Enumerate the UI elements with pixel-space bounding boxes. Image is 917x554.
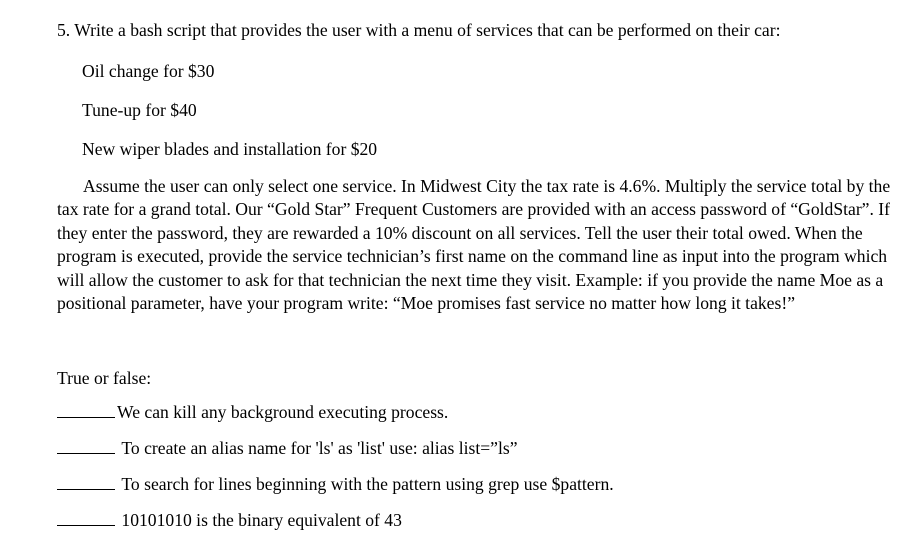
true-false-heading: True or false: <box>57 368 152 388</box>
answer-blank[interactable] <box>57 473 115 490</box>
service-item-wiper-blades: New wiper blades and installation for $20 <box>82 139 378 159</box>
answer-blank[interactable] <box>57 401 115 418</box>
question-prompt: 5. Write a bash script that provides the user with a menu of services that can be performed on their car: <box>57 20 781 40</box>
question-paragraph: Assume the user can only select one service. In Midwest City the tax rate is 4.6%. Multiply the service total by the tax rate for a grand total. Our “Gold Star” Frequent Customers are provided with an access password of “GoldStar”. If they enter the password, they are rewarded a 10% discount on all services. Tell the user their total owed. When the program is executed, provide the service technician’s first name on the command line as input into the program which will allow the customer to ask for that technician the next time they visit. Example: if you provide the name Moe as a positional parameter, have your program write: “Moe promises fast service no matter how long it takes!” <box>57 176 891 314</box>
service-item-oil-change: Oil change for $30 <box>82 61 215 81</box>
true-false-item <box>57 508 402 532</box>
service-item-tune-up: Tune-up for $40 <box>82 100 197 120</box>
answer-blank[interactable] <box>57 509 115 526</box>
answer-blank[interactable] <box>57 437 115 454</box>
true-false-item <box>57 436 518 460</box>
true-false-statement: To create an alias name for 'ls' as 'list' use: alias list=”ls” <box>121 438 518 458</box>
true-false-statement: To search for lines beginning with the pattern using grep use $pattern. <box>121 474 614 494</box>
true-false-item <box>57 472 614 496</box>
true-false-statement: 10101010 is the binary equivalent of 43 <box>121 510 402 530</box>
true-false-item <box>57 400 448 424</box>
true-false-statement: We can kill any background executing process. <box>117 402 449 422</box>
